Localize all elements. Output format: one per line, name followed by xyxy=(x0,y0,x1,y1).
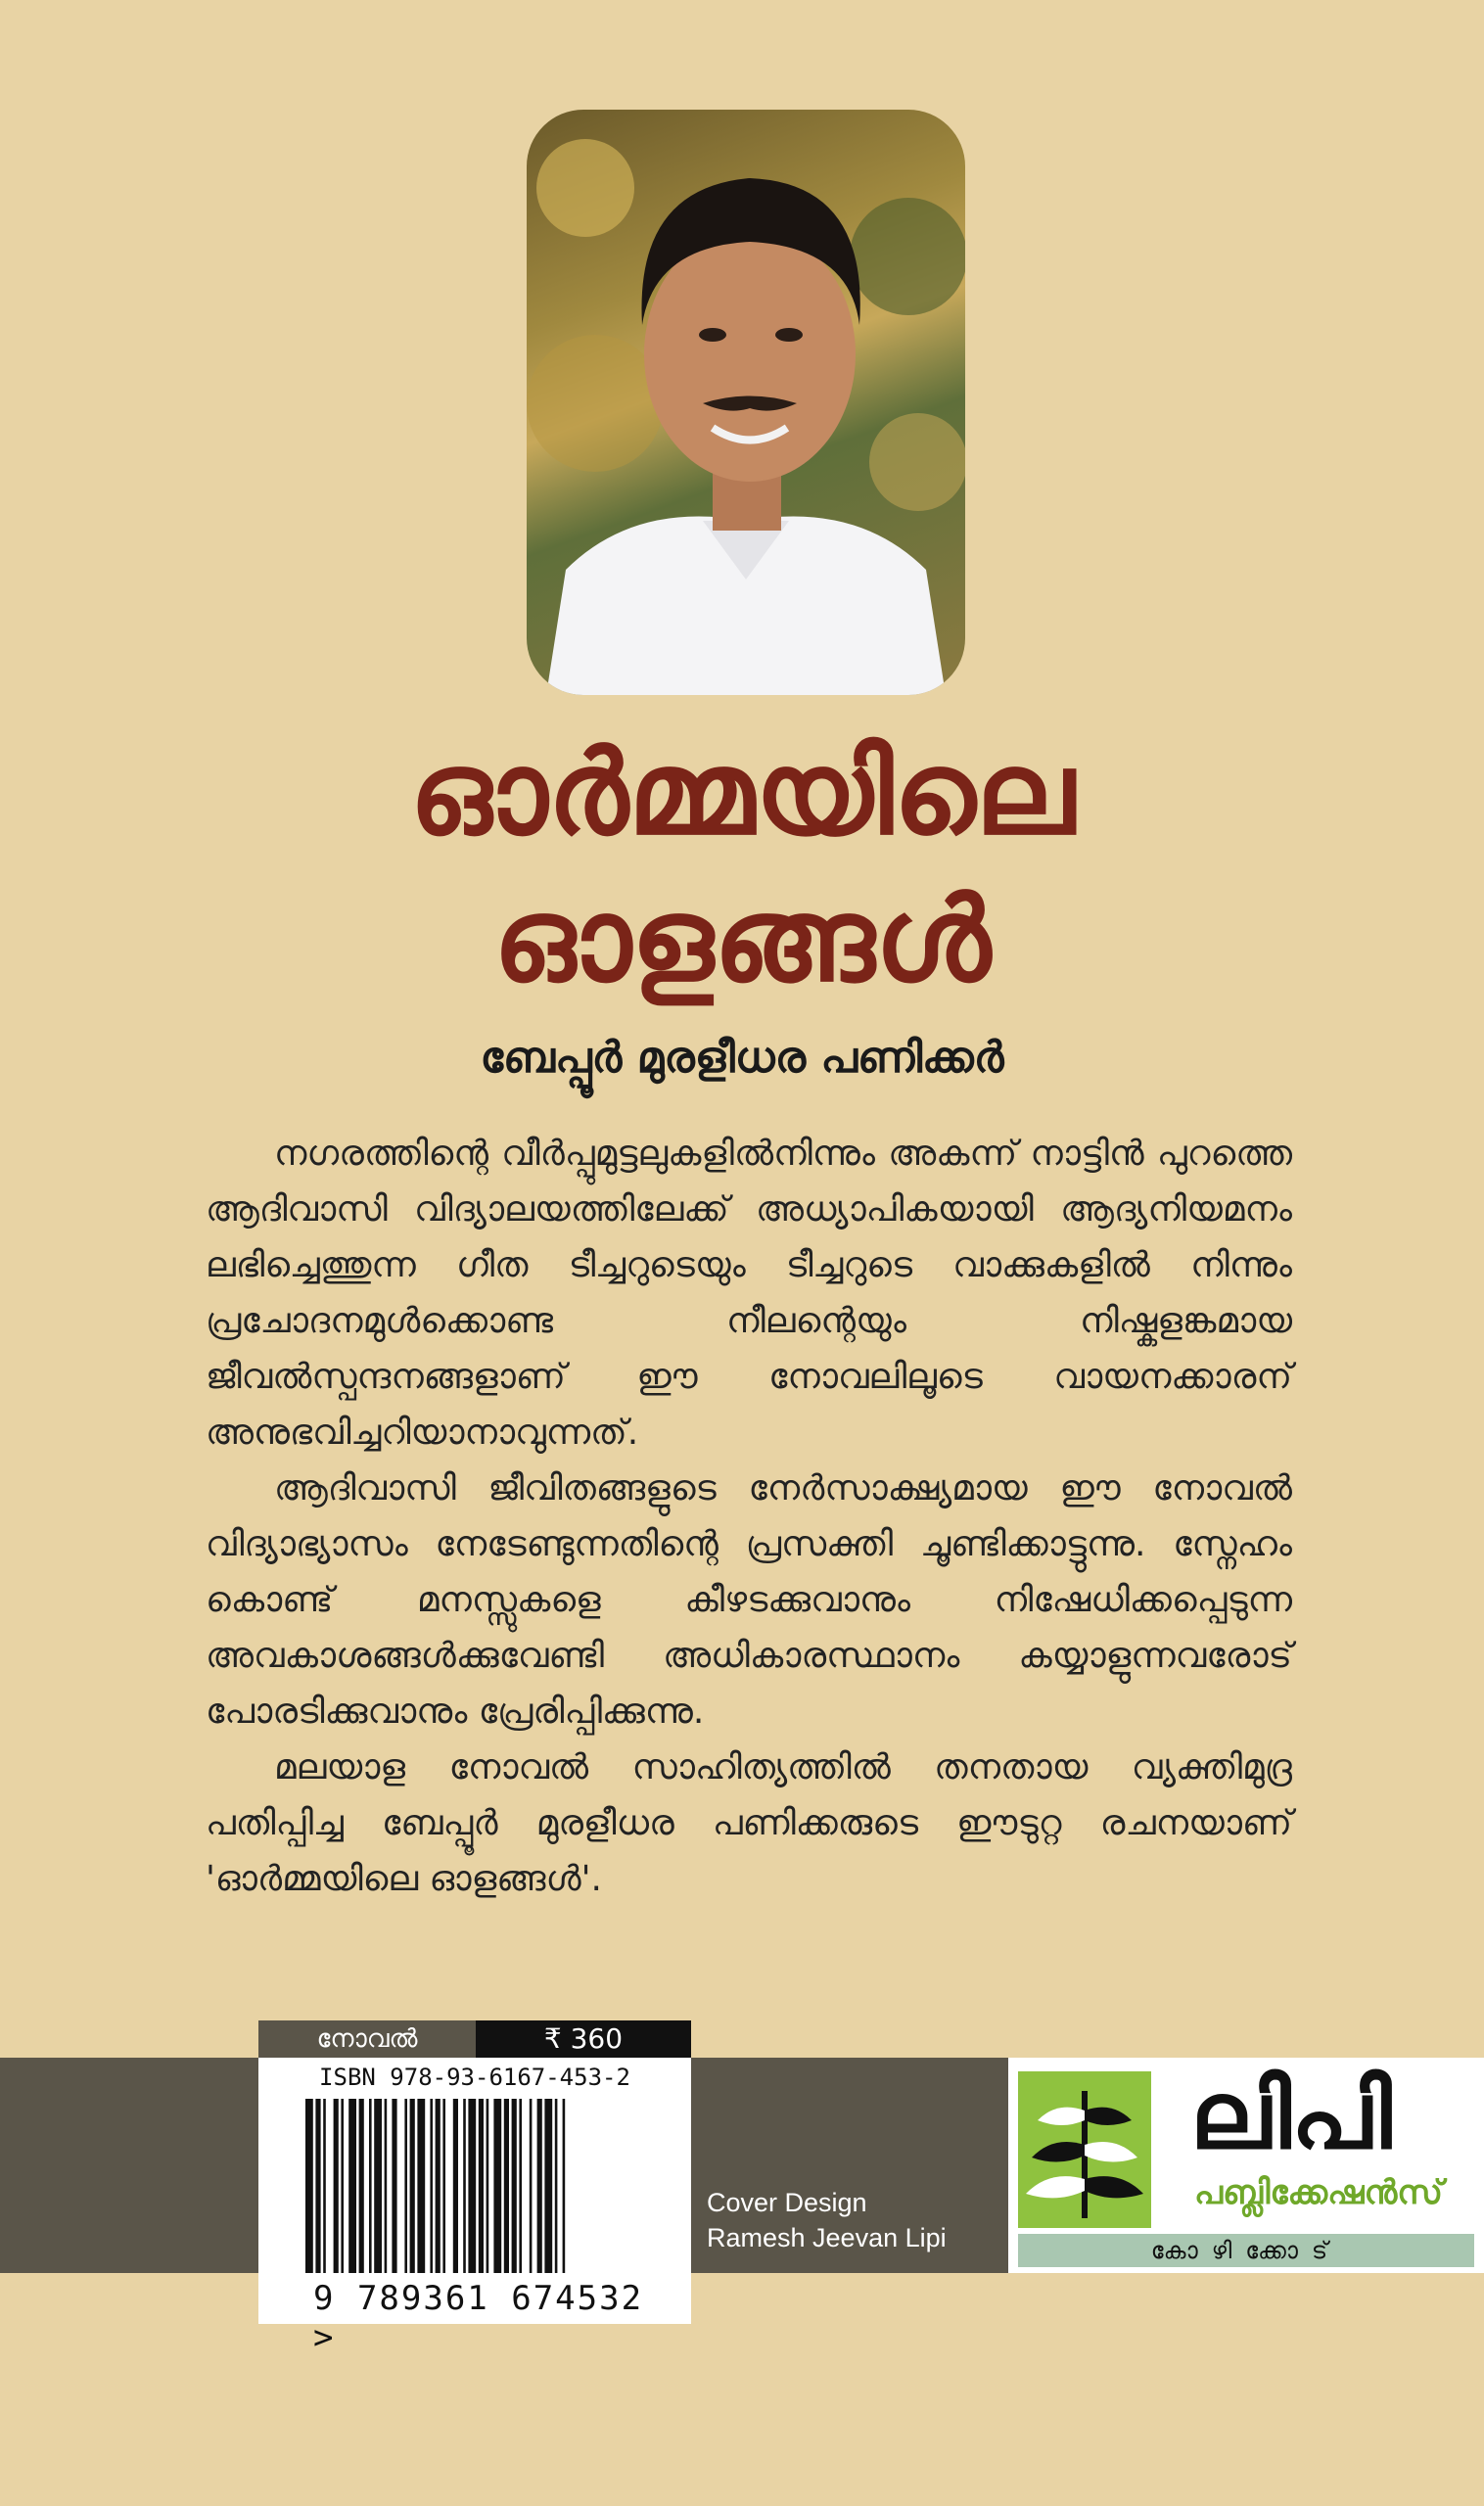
barcode-bars xyxy=(305,2099,648,2275)
book-title-line1: ഓർമ്മയിലെ xyxy=(409,725,1075,860)
credit-line2: Ramesh Jeevan Lipi xyxy=(707,2223,947,2252)
author-name: ബേപ്പൂർ മുരളീധര പണിക്കർ xyxy=(480,1033,1004,1083)
publisher-city: കോഴിക്കോട് xyxy=(1018,2234,1474,2267)
barcode-panel xyxy=(258,2020,691,2357)
credit-line1: Cover Design xyxy=(707,2188,867,2217)
publisher-logo xyxy=(1008,2058,1484,2273)
blurb-paragraph-2: ആദിവാസി ജീവിതങ്ങളുടെ നേർസാക്ഷ്യമായ ഈ നോവൽ വിദ്യാഭ്യാസം നേടേണ്ടുന്നതിന്റെ പ്രസക്തി ചൂണ്ടിക്കാട്ടുന്നു. സ്നേഹം കൊണ്ട് മനസ്സുകളെ കീഴടക്കുവാനും നിഷേധിക്കപ്പെടുന്ന അവകാശങ്ങൾക്കുവേണ്ടി അധികാരസ്ഥാനം കയ്യാളുന്നവരോട് പോരടിക്കുവാനും പ്രേരിപ്പിക്കുന്നു. xyxy=(206,1468,1292,1732)
cover-credit xyxy=(707,2185,947,2255)
publisher-name: ലിപി xyxy=(1190,2061,1392,2170)
barcode-header xyxy=(258,2020,691,2058)
author-photo xyxy=(527,110,965,695)
blurb xyxy=(206,1126,1292,1907)
blurb-paragraph-3: മലയാള നോവൽ സാഹിത്യത്തിൽ തനതായ വ്യക്തിമുദ്ര പതിപ്പിച്ച ബേപ്പൂർ മുരളീധര പണിക്കരുടെ ഈടുറ്റ രചനയാണ് 'ഓർമ്മയിലെ ഓളങ്ങൾ'. xyxy=(206,1747,1292,1899)
barcode-digits: 9 789361 674532 > xyxy=(313,2279,644,2357)
blurb-paragraph-1: നഗരത്തിന്റെ വീർപ്പുമുട്ടലുകളിൽനിന്നും അകന്ന് നാട്ടിൻ പുറത്തെ ആദിവാസി വിദ്യാലയത്തിലേക്ക് അധ്യാപികയായി ആദ്യനിയമനം ലഭിച്ചെത്തുന്ന ഗീത ടീച്ചറുടെയും ടീച്ചറുടെ വാക്കുകളിൽ നിന്നും പ്രചോദനമുൾക്കൊണ്ട നീലന്റെയും നിഷ്കളങ്കമായ ജീവൽസ്പന്ദനങ്ങളാണ് ഈ നോവലിലൂടെ വായനക്കാരന് അനുഭവിച്ചറിയാനാവുന്നത്. xyxy=(206,1134,1292,1453)
book-title-line2: ഓളങ്ങൾ xyxy=(492,872,992,1007)
genre-label: നോവൽ xyxy=(258,2020,476,2058)
publisher-subtitle: പബ്ലിക്കേഷൻസ് xyxy=(1194,2173,1443,2212)
price-label: ₹ 360 xyxy=(476,2020,691,2058)
isbn-label: ISBN 978-93-6167-453-2 xyxy=(319,2064,630,2091)
leaf-icon xyxy=(1018,2071,1151,2228)
